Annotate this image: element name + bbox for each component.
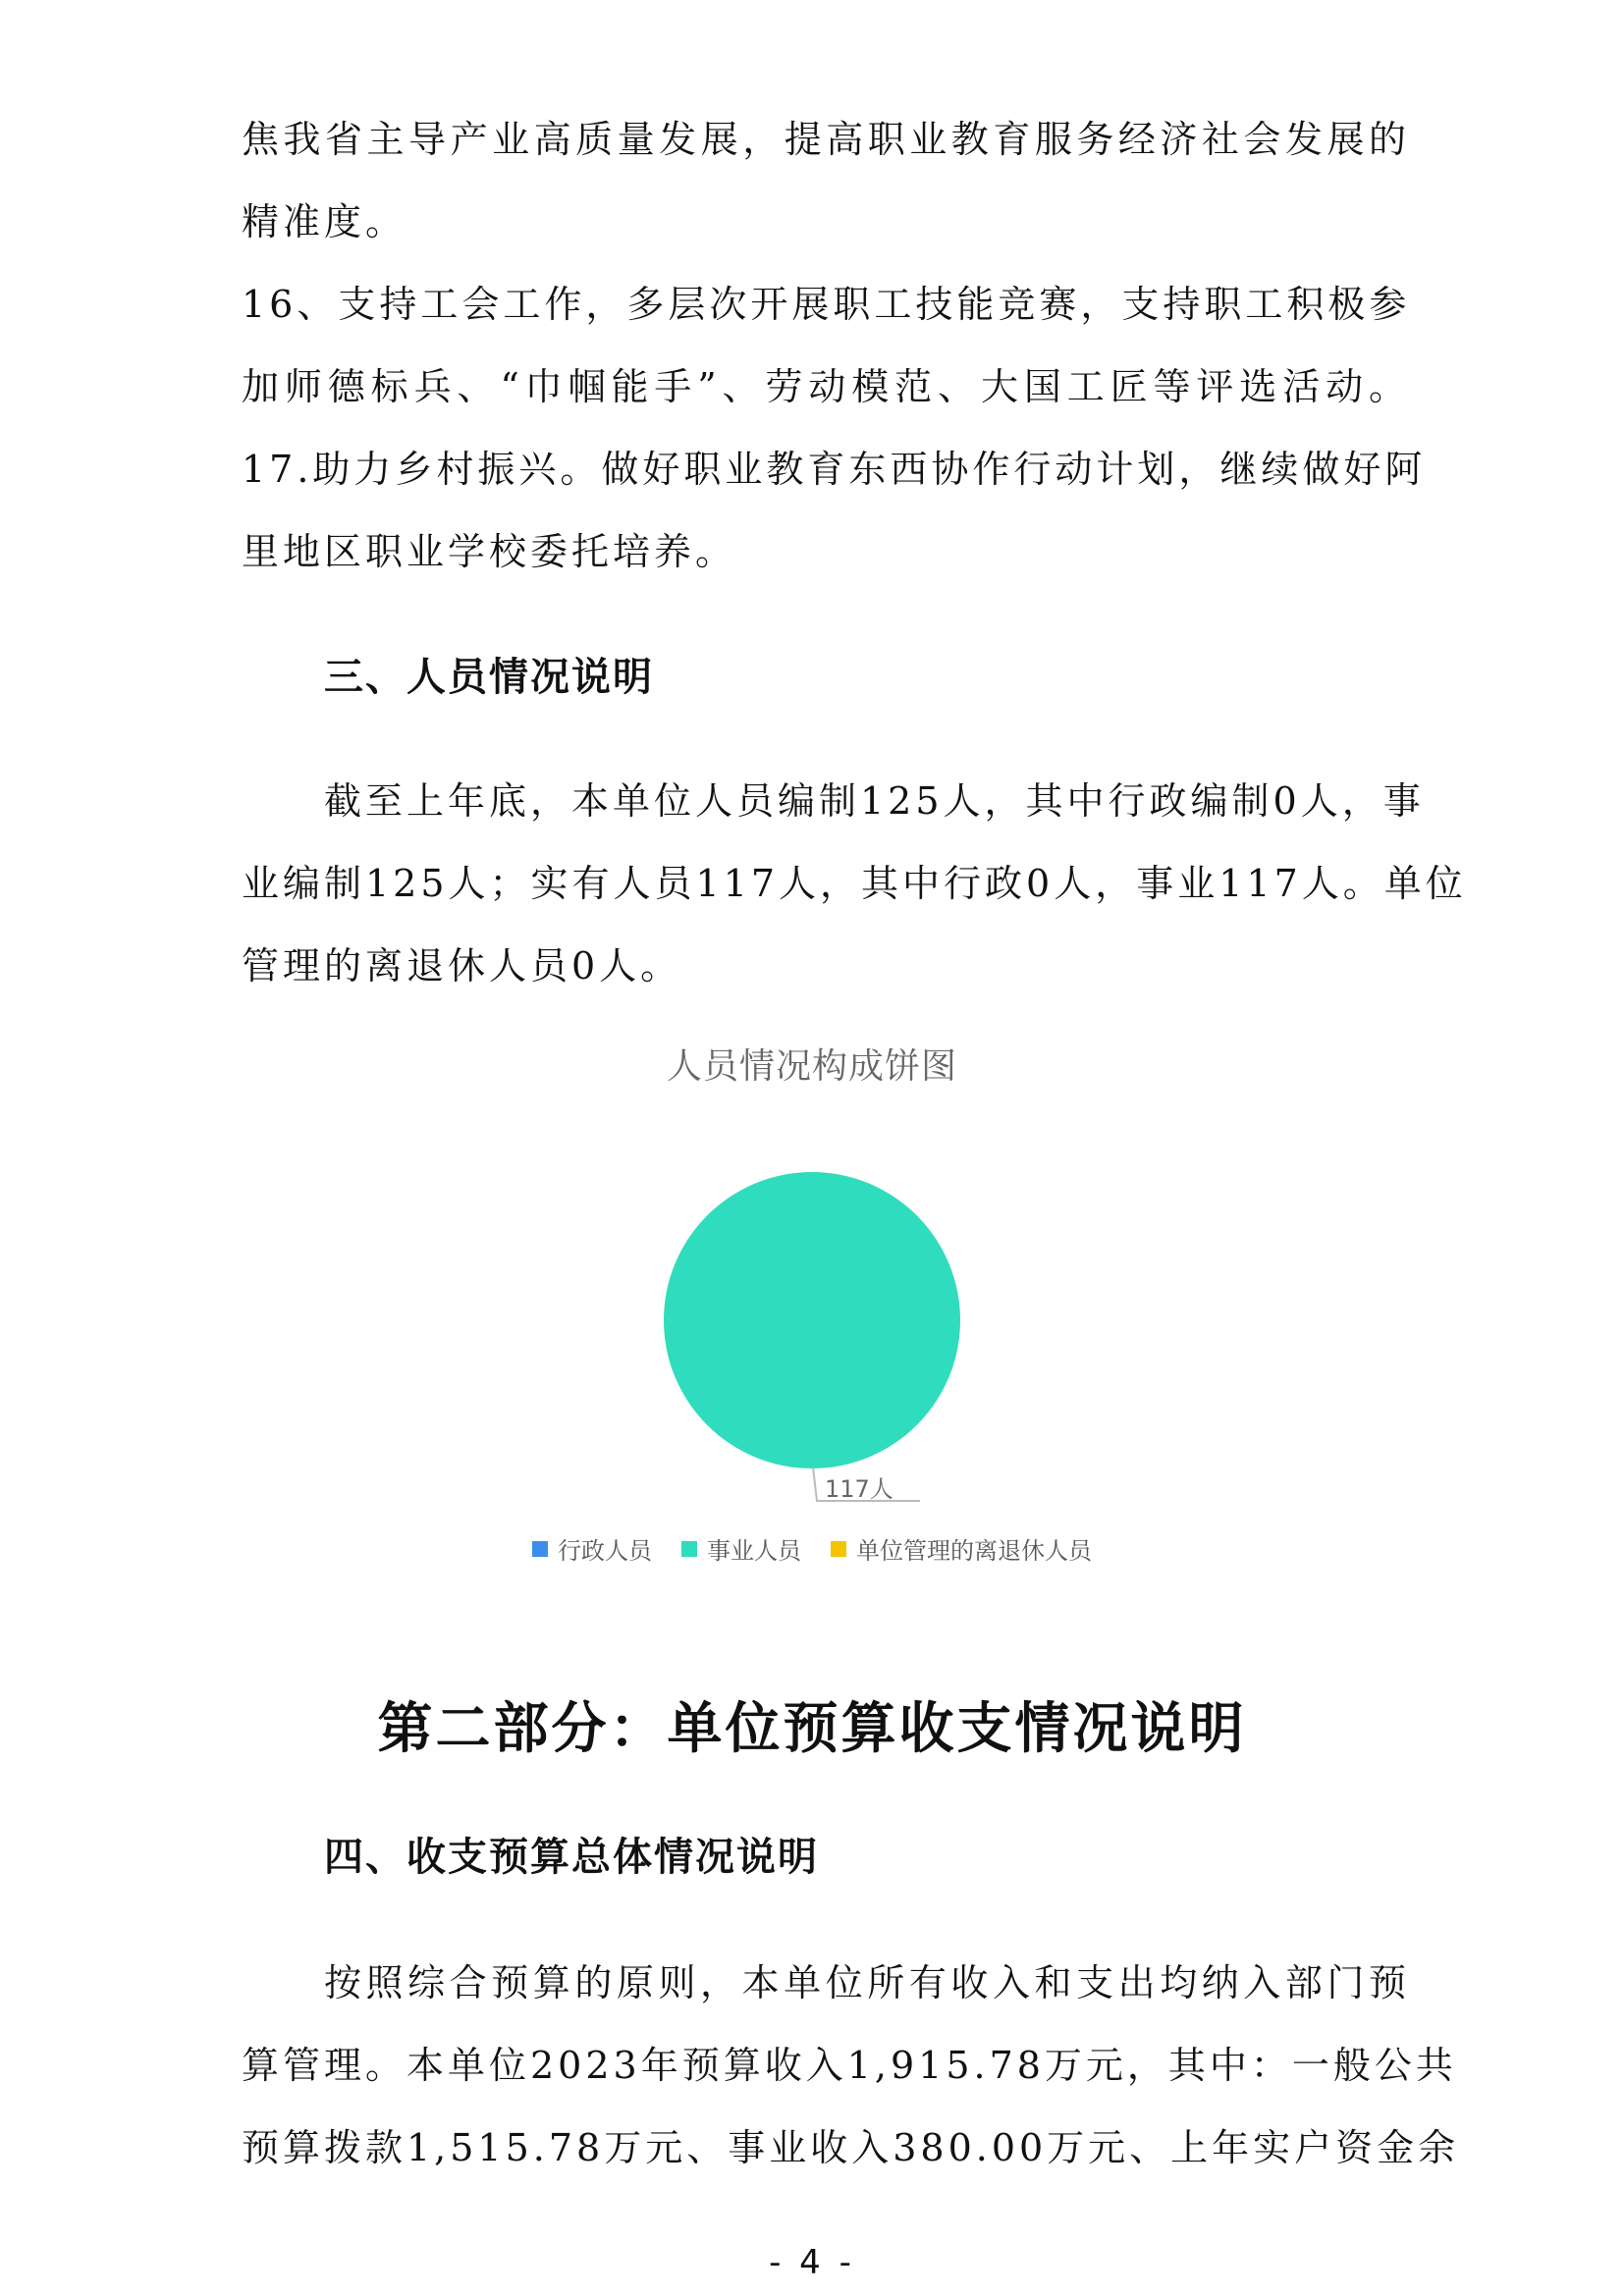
body-line: 17.助力乡村振兴。做好职业教育东西协作行动计划，继续做好阿 <box>242 448 1427 491</box>
body-line: 里地区职业学校委托培养。 <box>242 530 737 573</box>
body-line: 算管理。本单位2023年预算收入1,915.78万元，其中：一般公共 <box>242 2044 1457 2087</box>
section-heading: 三、人员情况说明 <box>324 655 654 700</box>
legend-label: 事业人员 <box>707 1537 801 1565</box>
section-heading: 四、收支预算总体情况说明 <box>324 1835 819 1880</box>
legend-label: 单位管理的离退休人员 <box>856 1537 1092 1565</box>
part-heading: 第二部分：单位预算收支情况说明 <box>377 1697 1247 1761</box>
body-line: 焦我省主导产业高质量发展，提高职业教育服务经济社会发展的 <box>242 118 1410 161</box>
legend-swatch <box>681 1541 697 1557</box>
legend-swatch <box>831 1541 846 1557</box>
chart-title: 人员情况构成饼图 <box>666 1046 957 1087</box>
legend-item[interactable] <box>532 1531 652 1566</box>
body-line: 按照综合预算的原则，本单位所有收入和支出均纳入部门预 <box>324 1961 1410 2004</box>
body-line: 截至上年底，本单位人员编制125人，其中行政编制0人，事 <box>324 779 1425 823</box>
pie-data-label: 117人 <box>825 1475 893 1503</box>
chart-legend <box>0 1531 1624 1566</box>
body-line: 预算拨款1,515.78万元、事业收入380.00万元、上年实户资金余 <box>242 2126 1460 2169</box>
legend-item[interactable] <box>681 1531 801 1566</box>
page-number: - 4 - <box>769 2243 855 2282</box>
body-line: 加师德标兵、“巾帼能手”、劳动模范、大国工匠等评选活动。 <box>242 365 1410 408</box>
pie-slice-1[interactable] <box>664 1172 960 1468</box>
body-line: 精准度。 <box>242 200 407 243</box>
body-line: 业编制125人；实有人员117人，其中行政0人，事业117人。单位 <box>242 862 1467 905</box>
legend-item[interactable] <box>831 1531 1092 1566</box>
legend-label: 行政人员 <box>558 1537 652 1565</box>
legend-swatch <box>532 1541 548 1557</box>
body-line: 16、支持工会工作，多层次开展职工技能竞赛，支持职工积极参 <box>242 283 1411 326</box>
body-line: 管理的离退休人员0人。 <box>242 944 682 988</box>
